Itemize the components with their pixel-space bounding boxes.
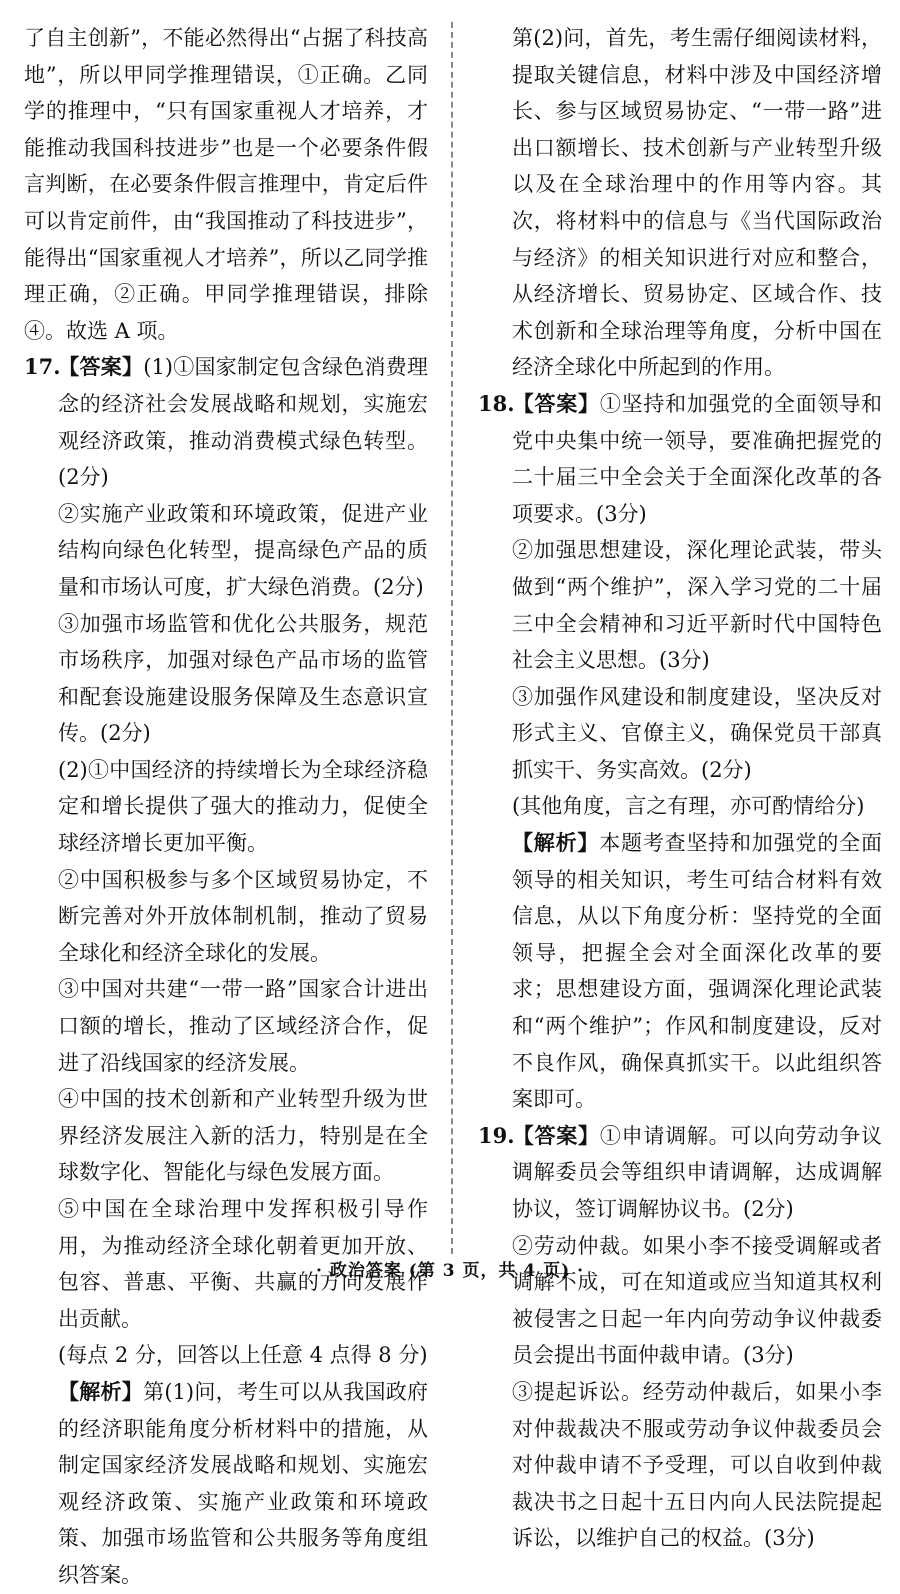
q17-answer-tag: 【答案】	[58, 354, 144, 380]
q17-answer-p3: ③加强市场监管和优化公共服务，规范市场秩序，加强对绿色产品市场的监管和配套设施建设服务保障及生态意识宣传。(2分)	[58, 611, 428, 746]
q17-answer-p6: ③中国对共建“一带一路”国家合计进出口额的增长，推动了区域经济合作，促进了沿线国家的经济发展。	[58, 977, 428, 1075]
q17-answer-p8: ⑤中国在全球治理中发挥积极引导作用，为推动经济全球化朝着更加开放、包容、普惠、平衡、共赢的方向发展作出贡献。	[58, 1197, 428, 1331]
column-divider	[451, 22, 453, 1254]
q18-scoring-note: (其他角度，言之有理，亦可酌情给分)	[512, 794, 865, 819]
q17-analysis-tag: 【解析】	[58, 1378, 144, 1404]
q17-answer-p5: ②中国积极参与多个区域贸易协定，不断完善对外开放体制机制，推动了贸易全球化和经济全球化的发展。	[58, 867, 428, 965]
q17-number: 17.	[24, 354, 61, 380]
q19-number: 19.	[478, 1122, 515, 1148]
q18-answer-p1	[478, 386, 882, 532]
q19-answer-p3: ③提起诉讼。经劳动仲裁后，如果小李对仲裁裁决不服或劳动争议仲裁委员会对仲裁申请不予受理，可以自收到仲裁裁决书之日起十五日内向人民法院提起诉讼，以维护自己的权益。(3分)	[512, 1379, 882, 1551]
q17-answer-text-1: (1)①国家制定包含绿色消费理念的经济社会发展战略和规划，实施宏观经济政策，推动消费模式绿色转型。(2分)	[58, 355, 428, 490]
question-17	[24, 349, 428, 1593]
q16-continuation: 了自主创新”，不能必然得出“占据了科技高地”，所以甲同学推理错误，①正确。乙同学的推理中，“只有国家重视人才培养，才能推动我国科技进步”也是一个必要条件假言判断，在必要条件假言推理中，肯定后件可以肯定前件，由“我国推动了科技进步”，能得出“国家重视人才培养”，所以乙同学推理正确，②正确。甲同学推理错误，排除④。故选 A 项。	[24, 26, 428, 343]
question-18	[478, 386, 882, 1118]
q18-analysis-tag: 【解析】	[512, 830, 600, 856]
right-column	[478, 20, 882, 1557]
question-19	[478, 1118, 882, 1557]
q17-answer-p2: ②实施产业政策和环境政策，促进产业结构向绿色化转型，提高绿色产品的质量和市场认可度，扩大绿色消费。(2分)	[58, 501, 428, 599]
q17-analysis-text: 第(1)问，考生可以从我国政府的经济职能角度分析材料中的措施，从制定国家经济发展战略和规划、实施宏观经济政策、实施产业政策和环境政策、加强市场监管和公共服务等角度组织答案。	[58, 1379, 428, 1587]
q19-answer-p2: ②劳动仲裁。如果小李不接受调解或者调解不成，可在知道或应当知道其权利被侵害之日起一年内向劳动争议仲裁委员会提出书面仲裁申请。(3分)	[512, 1233, 882, 1368]
q17-answer-p7: ④中国的技术创新和产业转型升级为世界经济发展注入新的活力，特别是在全球数字化、智能化与绿色发展方面。	[58, 1087, 428, 1185]
q18-analysis-text: 本题考查坚持和加强党的全面领导的相关知识，考生可结合材料有效信息，从以下角度分析：坚持党的全面领导，把握全会对全面深化改革的要求；思想建设方面，强调深化理论武装和“两个维护”；作风和制度建设，反对不良作风，确保真抓实干。以此组织答案即可。	[512, 831, 882, 1112]
q18-analysis	[478, 825, 882, 1118]
q18-answer-p3: ③加强作风建设和制度建设，坚决反对形式主义、官僚主义，确保党员干部真抓实干、务实高效。(2分)	[512, 684, 882, 782]
q19-answer-text-1: ①申请调解。可以向劳动争议调解委员会等组织申请调解，达成调解协议，签订调解协议书。(2分)	[512, 1123, 883, 1221]
page-footer: · 政治答案 (第 3 页，共 4 页) ·	[315, 1261, 584, 1281]
q18-answer-tag: 【答案】	[512, 390, 600, 416]
q17-answer-p4: (2)①中国经济的持续增长为全球经济稳定和增长提供了强大的推动力，促使全球经济增长更加平衡。	[58, 757, 428, 856]
q17-answer-p1	[24, 349, 428, 495]
q17-scoring-note: (每点 2 分，回答以上任意 4 点得 8 分)	[58, 1343, 428, 1368]
q18-answer-p2: ②加强思想建设，深化理论武装，带头做到“两个维护”，深入学习党的二十届三中全会精神和习近平新时代中国特色社会主义思想。(3分)	[512, 538, 882, 673]
left-column	[24, 20, 428, 1594]
q17-analysis	[24, 1374, 428, 1594]
q18-number: 18.	[478, 390, 515, 416]
q17-analysis-continuation: 第(2)问，首先，考生需仔细阅读材料，提取关键信息，材料中涉及中国经济增长、参与区域贸易协定、“一带一路”进出口额增长、技术创新与产业转型升级以及在全球治理中的作用等内容。其次，将材料中的信息与《当代国际政治与经济》的相关知识进行对应和整合，从经济增长、贸易协定、区域合作、技术创新和全球治理等角度，分析中国在经济全球化中所起到的作用。	[512, 26, 882, 380]
q18-answer-text-1: ①坚持和加强党的全面领导和党中央集中统一领导，要准确把握党的二十届三中全会关于全面深化改革的各项要求。(3分)	[512, 391, 883, 526]
q19-answer-p1	[478, 1118, 882, 1228]
q19-answer-tag: 【答案】	[512, 1122, 600, 1148]
